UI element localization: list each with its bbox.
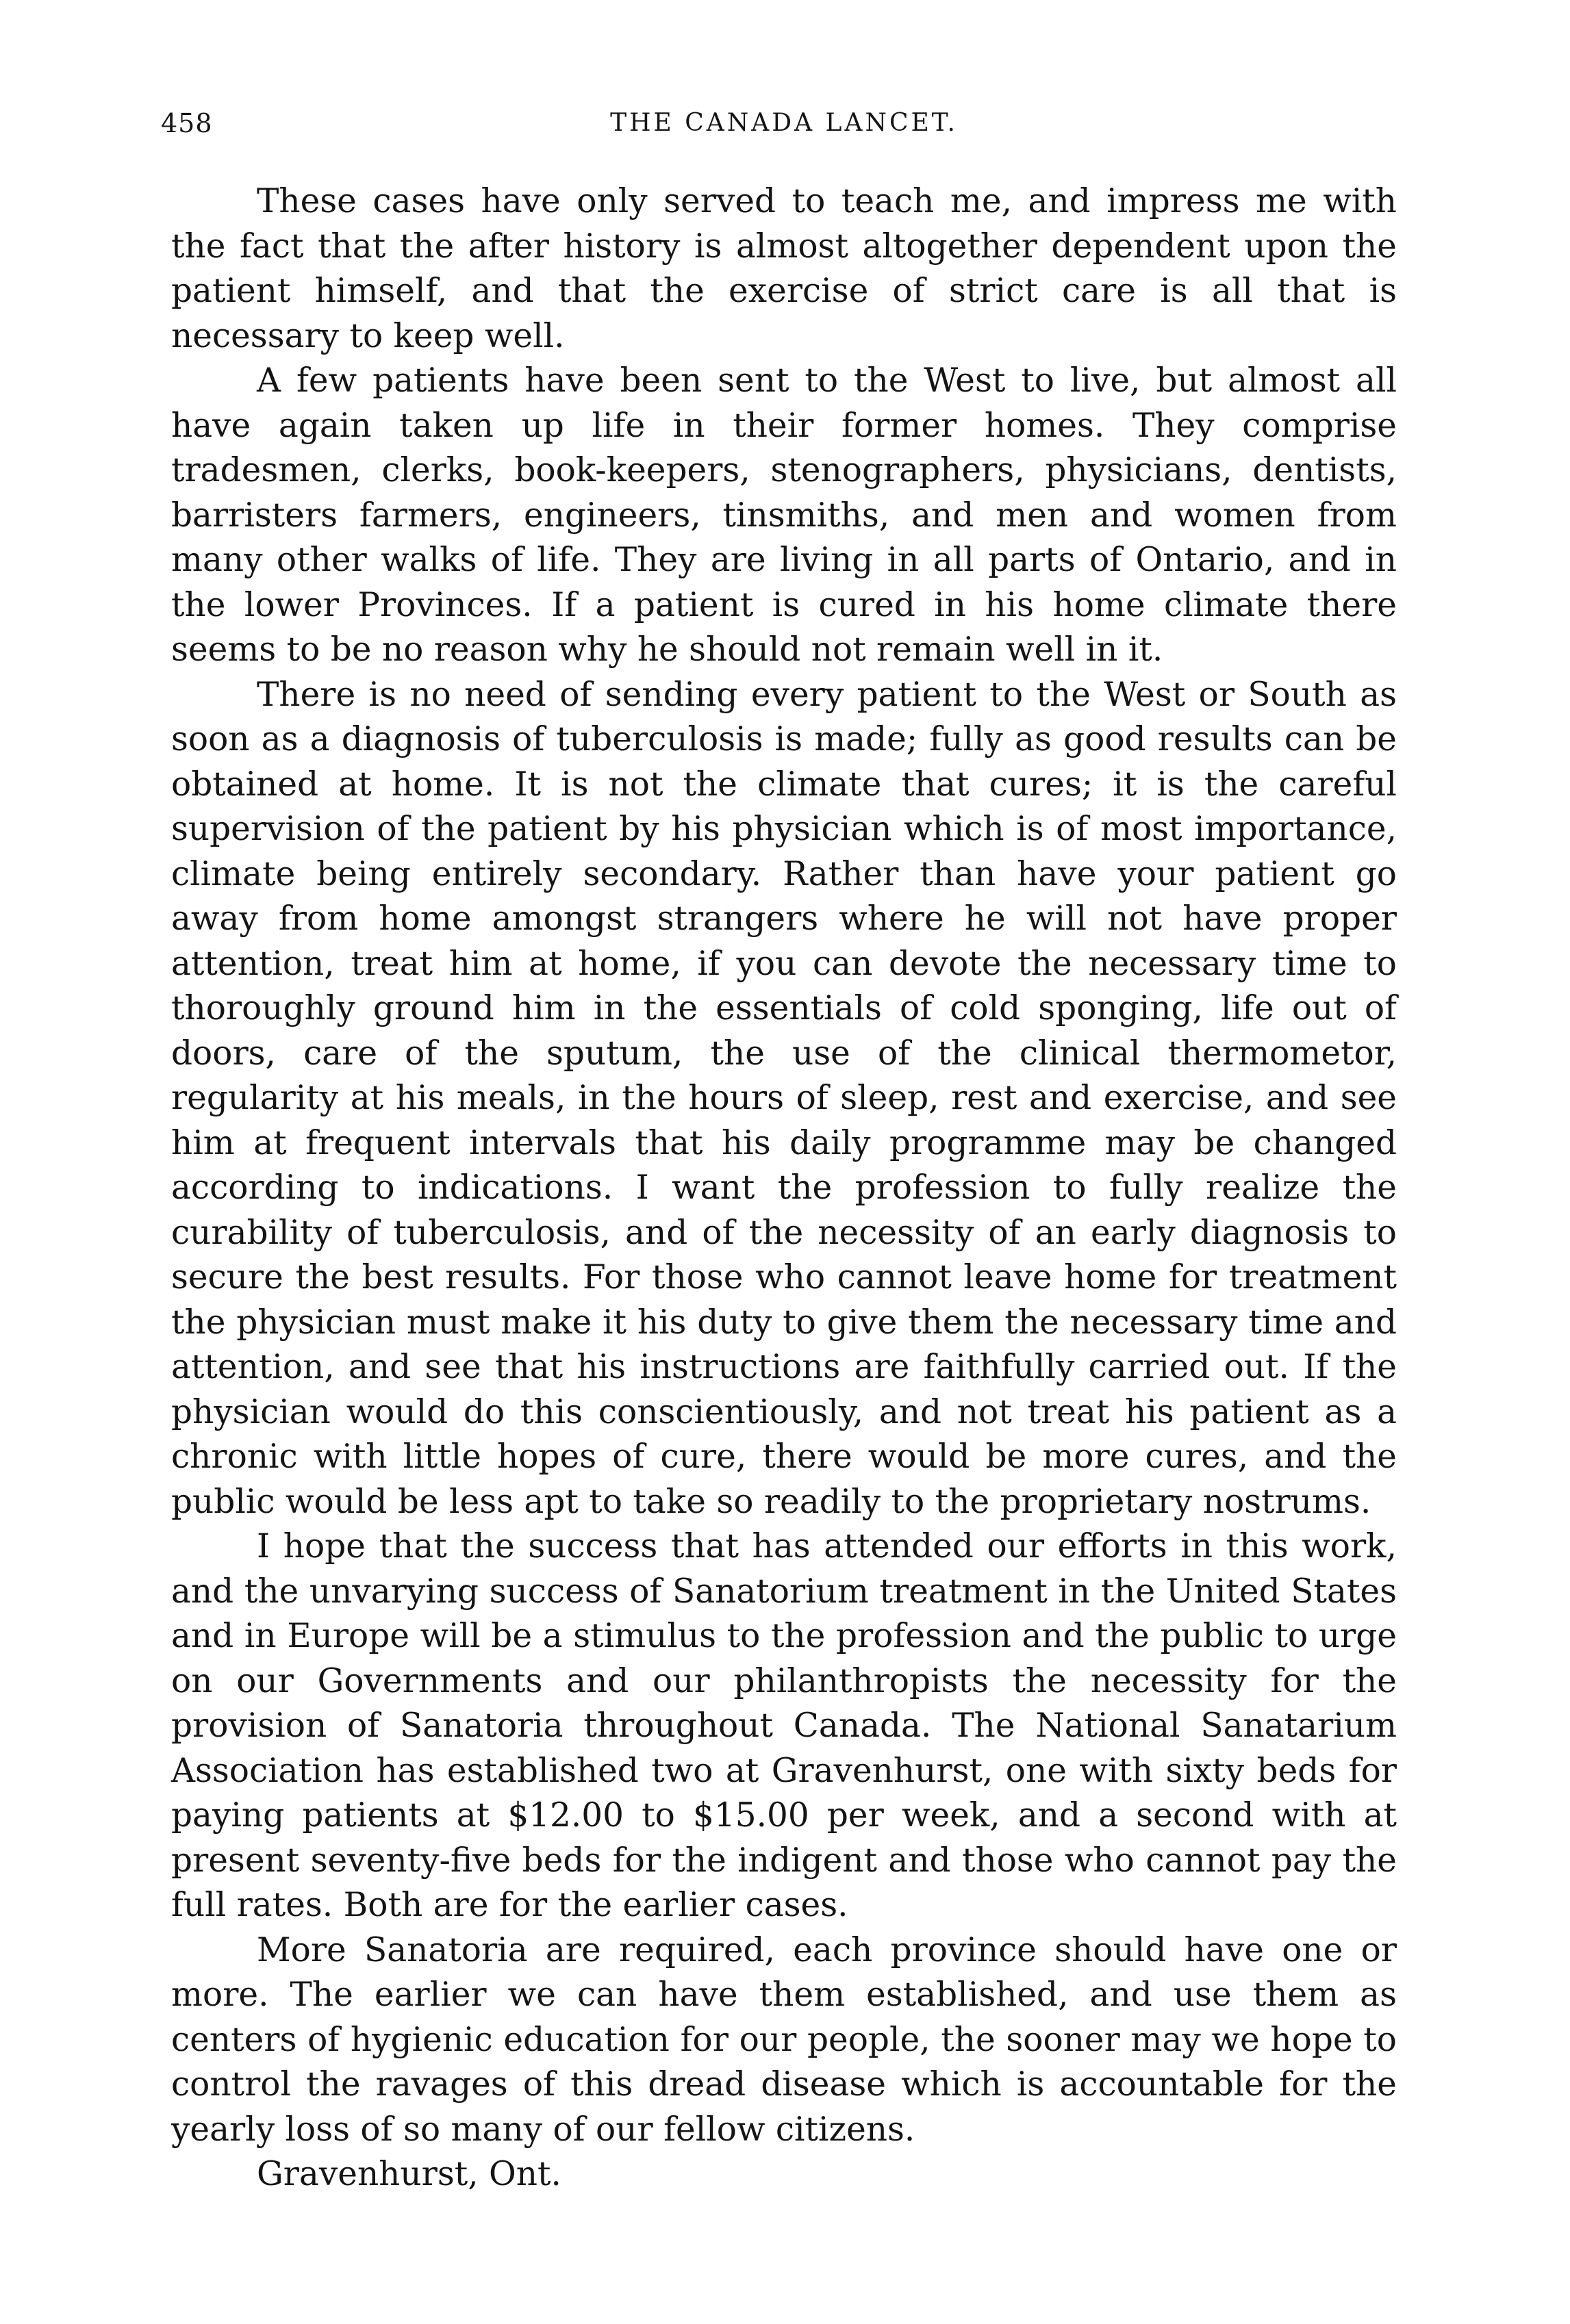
running-head <box>161 103 1397 144</box>
article-body <box>171 179 1397 2197</box>
journal-title: THE CANADA LANCET. <box>610 109 958 137</box>
paragraph: More Sanatoria are required, each province should have one or more. The earlier we can have them established, and use them as centers of hygienic education for our people, the sooner may we hope to control the ravages of this dread disease which is accountable for the yearly loss of so many of our fellow citizens. <box>171 1930 1397 2149</box>
paragraph: I hope that the success that has attended our efforts in this work, and the unvarying success of Sanatorium treatment in the United States and in Europe will be a stimulus to the profession and the public to urge on our Governments and our philanthropists the necessity for the provision of Sanatoria throughout Canada. The National Sanatarium Association has established two at Gravenhurst, one with sixty beds for paying patients at $12.00 to $15.00 per week, and a second with at present seventy-five beds for the indigent and those who cannot pay the full rates. Both are for the earlier cases. <box>171 1527 1397 1924</box>
signature-location: Gravenhurst, Ont. <box>257 2155 561 2193</box>
paragraph: A few patients have been sent to the West to live, but almost all have again taken up life in their former homes. They comprise tradesmen, clerks, book-keepers, stenographers, physicians, dentists, barristers farmers, engineers, tinsmiths, and men and women from many other walks of life. They are living in all parts of Ontario, and in the lower Provinces. If a patient is cured in his home climate there seems to be no reason why he should not remain well in it. <box>171 361 1397 669</box>
article-page <box>161 103 1397 2259</box>
page-number: 458 <box>161 108 213 138</box>
paragraph: There is no need of sending every patient to the West or South as soon as a diagnosis of tuberculosis is made; fully as good results can be obtained at home. It is not the climate that cures; it is the careful supervision of the patient by his physician which is of most importance, climate being entirely secondary. Rather than have your patient go away from home amongst strangers where he will not have proper attention, treat him at home, if you can devote the necessary time to thoroughly ground him in the essentials of cold sponging, life out of doors, care of the sputum, the use of the clinical thermometor, regularity at his meals, in the hours of sleep, rest and exercise, and see him at frequent intervals that his daily programme may be changed according to indications. I want the profession to fully realize the curability of tuberculosis, and of the necessity of an early diagnosis to secure the best results. For those who cannot leave home for treatment the physician must make it his duty to give them the necessary time and attention, and see that his instructions are faithfully carried out. If the physician would do this conscientiously, and not treat his patient as a chronic with little hopes of cure, there would be more cures, and the public would be less apt to take so readily to the proprietary nostrums. <box>171 675 1397 1521</box>
paragraph: These cases have only served to teach me, and impress me with the fact that the after history is almost altogether dependent upon the patient himself, and that the exercise of strict care is all that is necessary to keep well. <box>171 182 1397 355</box>
